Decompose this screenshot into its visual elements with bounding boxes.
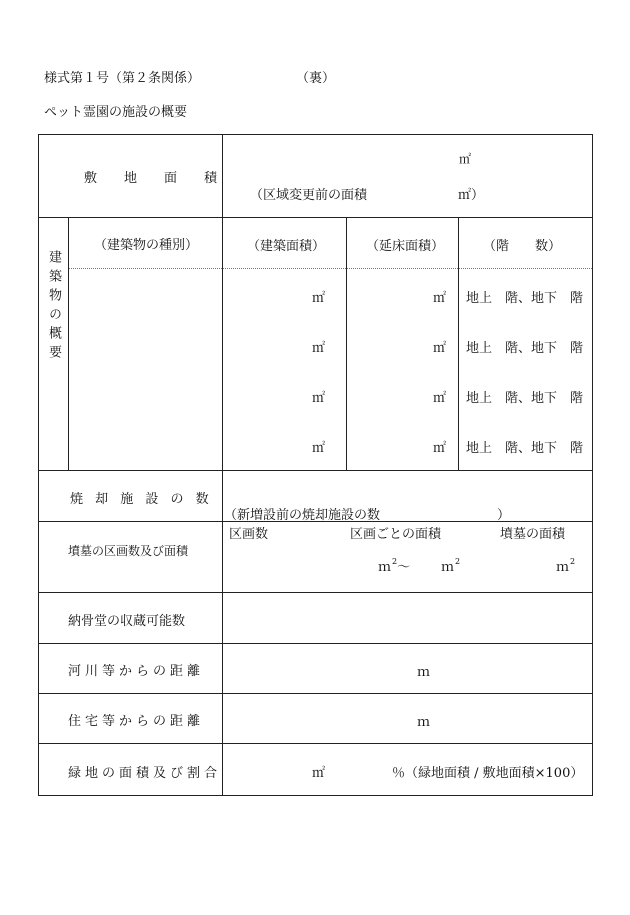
building-header-floor: （延床面積） — [366, 239, 445, 254]
graves-range-unit-m: ｍ — [378, 560, 392, 575]
building-side-label: 建築物の概要 — [46, 250, 61, 364]
building-header-kind: （建築物の種別） — [94, 238, 199, 253]
ossuary-label: 納骨堂の収蔵可能数 — [68, 614, 186, 629]
graves-col-total-area: 墳墓の面積 — [500, 527, 566, 542]
building-row-2-floor-unit: ㎡ — [433, 341, 447, 356]
incinerator-before-label: （新増設前の焼却施設の数 — [224, 508, 381, 523]
building-row-2-stories: 地上 階、地下 階 — [466, 341, 584, 356]
graves-col-count: 区画数 — [229, 527, 269, 542]
housing-distance-label: 住宅等からの距離 — [68, 714, 205, 729]
row-sep-river — [38, 693, 593, 694]
form-number-label: 様式第１号（第２条関係） — [44, 71, 201, 86]
incinerator-before-close: ） — [497, 508, 511, 523]
graves-range-tilde: ～ — [397, 560, 411, 575]
graves-max-unit-m: ｍ — [441, 560, 455, 575]
building-row-2-area-unit: ㎡ — [312, 341, 326, 356]
building-col-divider-2 — [458, 217, 459, 471]
river-distance-label: 河川等からの距離 — [68, 664, 205, 679]
row-sep-graves — [38, 592, 593, 593]
incinerator-label: 焼 却 施 設 の 数 — [70, 492, 213, 507]
row-sep-building — [38, 470, 593, 471]
graves-plot-area-range — [378, 556, 410, 575]
building-col-divider-1 — [346, 217, 347, 471]
label-column-divider — [222, 134, 223, 796]
graves-plot-area-max — [441, 556, 460, 575]
green-area-label: 緑地の面積及び割合 — [68, 766, 222, 781]
row-sep-site — [38, 217, 593, 218]
building-row-1-floor-unit: ㎡ — [433, 291, 447, 306]
graves-range-sup: 2 — [392, 557, 398, 566]
table-border-left — [38, 134, 39, 796]
building-row-1-stories: 地上 階、地下 階 — [466, 291, 584, 306]
graves-total-area-unit — [556, 556, 575, 575]
building-header-area: （建築面積） — [247, 239, 326, 254]
building-header-stories: （階 数） — [483, 239, 562, 254]
site-area-before-label: （区域変更前の面積 — [250, 188, 368, 203]
building-header-dotted-line — [69, 268, 592, 269]
graves-total-sup: 2 — [570, 557, 576, 566]
building-side-divider — [68, 217, 69, 471]
site-area-unit: ㎡ — [459, 152, 472, 166]
table-border-bottom — [38, 795, 593, 796]
site-area-label: 敷 地 面 積 — [84, 171, 225, 186]
green-area-percent: ％（緑地面積 / 敷地面積×100） — [392, 766, 584, 781]
row-sep-housing — [38, 743, 593, 744]
graves-max-sup: 2 — [455, 557, 461, 566]
page-subtitle: ペット霊園の施設の概要 — [44, 105, 188, 120]
building-row-4-floor-unit: ㎡ — [433, 441, 447, 456]
reverse-side-label: （裏） — [296, 71, 336, 86]
building-row-4-stories: 地上 階、地下 階 — [466, 441, 584, 456]
building-row-4-area-unit: ㎡ — [312, 441, 326, 456]
building-row-3-stories: 地上 階、地下 階 — [466, 391, 584, 406]
building-row-3-area-unit: ㎡ — [312, 391, 326, 406]
table-border-top — [38, 134, 593, 135]
building-row-1-area-unit: ㎡ — [312, 291, 326, 306]
green-area-unit: ㎡ — [312, 766, 326, 781]
row-sep-ossuary — [38, 643, 593, 644]
graves-total-unit-m: ｍ — [556, 560, 570, 575]
graves-col-plot-area: 区画ごとの面積 — [350, 527, 442, 542]
river-distance-unit: ｍ — [417, 665, 431, 680]
housing-distance-unit: ｍ — [417, 715, 431, 730]
site-area-before-unit: ㎡） — [458, 188, 485, 203]
building-row-3-floor-unit: ㎡ — [433, 391, 447, 406]
graves-label: 墳墓の区画数及び面積 — [68, 544, 189, 558]
table-border-right — [592, 134, 593, 796]
